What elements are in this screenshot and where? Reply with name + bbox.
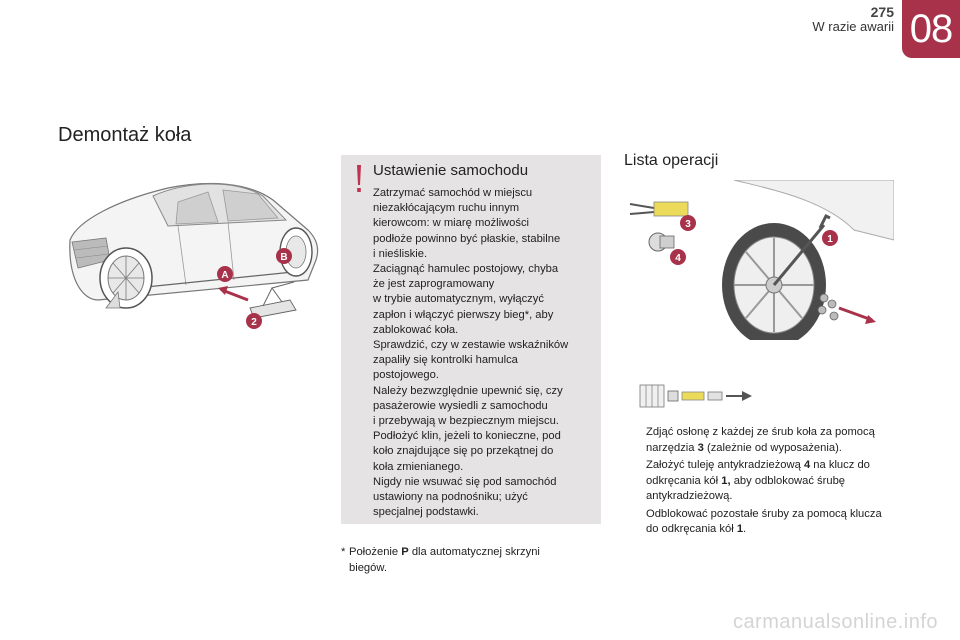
callout-2 [246,313,262,329]
operations-title: Lista operacji [624,152,719,169]
page-number: 275 [870,4,894,20]
svg-text:1: 1 [827,234,833,245]
footnote-post: dla automatycznej skrzyni [408,546,540,558]
watermark: carmanualsonline.info [732,611,938,633]
svg-text:B: B [280,252,288,263]
tools-illustration [638,381,754,411]
callout-3 [680,215,696,231]
footnote-bold: P [401,546,409,558]
footnote [341,545,581,576]
callout-a [217,266,233,282]
callout-1 [822,230,838,246]
car-illustration [58,160,328,340]
footnote-pre: Położenie [349,546,402,558]
operations-list [624,425,896,540]
exclamation-icon [352,164,366,194]
wheel-illustration [624,180,894,340]
warning-text: Zatrzymać samochód w miejscu niezakłócającym ruchu innym kierowcom: w miarę możliwości podłoże powinno być płaskie, stabilne i nieśliskie. Zaciągnąć hamulec postojowy, chyba że jest zaprogramowany w trybie automatycznym, wyłączyć zapłon i włączyć pierwszy bieg*, aby zablokować koła. Sprawdzić, czy w zestawie wskaźników zapaliły się kontrolki hamulca postojowego. Należy bezwzględnie upewnić się, czy pasażerowie wysiedli z samochodu i przebywają w bezpiecznym miejscu. Podłożyć klin, jeżeli to konieczne, pod koło znajdujące się po przekątnej do koła zmienianego. Nigdy nie wsuwać się pod samochód ustawiony na podnośniku; użyć specjalnej podstawki. [373,187,569,519]
operation-item: Założyć tuleję antykradzieżową 4 na klucz do odkręcania kół 1, aby odblokować śrubę antykradzieżową. [646,459,870,502]
operation-item: Odblokować pozostałe śruby za pomocą klucza do odkręcania kół 1. [646,507,882,535]
svg-text:A: A [221,270,229,281]
callout-4 [670,249,686,265]
callout-b [276,248,292,264]
footnote-star: * [341,546,346,558]
footnote-line2: biegów. [349,561,387,574]
section-title: Demontaż koła [58,124,192,146]
chapter-name: W razie awarii [812,19,894,34]
warning-title: Ustawienie samochodu [373,162,529,179]
svg-text:3: 3 [685,219,691,230]
svg-text:2: 2 [251,317,257,328]
svg-text:4: 4 [675,253,681,264]
operation-item: Zdjąć osłonę z każdej ze śrub koła za pomocą narzędzia 3 (zależnie od wyposażenia). [646,426,875,454]
chapter-tab: 08 [902,0,960,58]
